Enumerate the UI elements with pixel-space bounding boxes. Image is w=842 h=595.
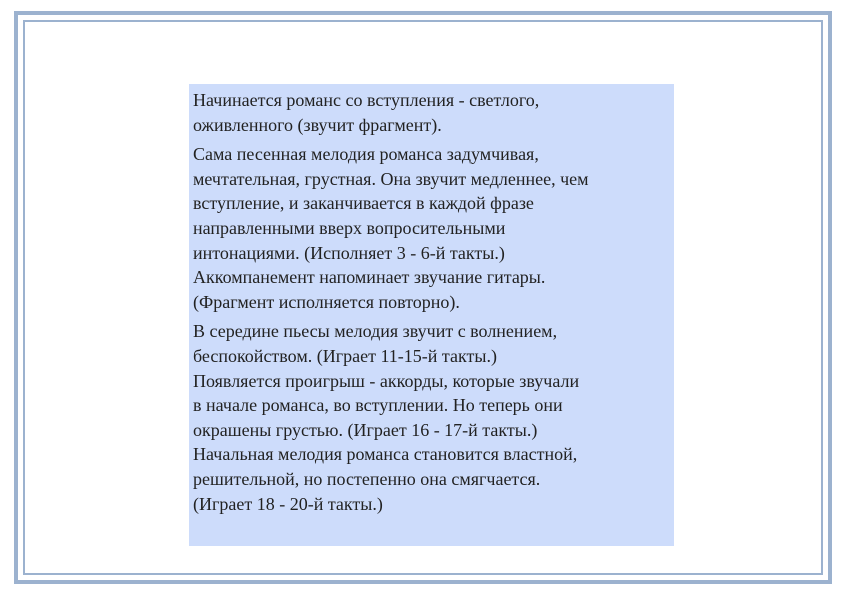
paragraph-intro (193, 88, 674, 137)
text-line: в начале романса, во вступлении. Но теперь они (193, 395, 563, 416)
text-line: решительной, но постепенно она смягчается. (193, 468, 541, 489)
text-line: окрашены грустью. (Играет 16 - 17-й такты.) (193, 419, 538, 440)
text-line: (Фрагмент исполняется повторно). (193, 291, 460, 312)
text-line: (Играет 18 - 20-й такты.) (193, 493, 383, 514)
text-line: Начальная мелодия романса становится властной, (193, 444, 578, 465)
text-line: Сама песенная мелодия романса задумчивая, (193, 144, 539, 165)
text-line: Появляется проигрыш - аккорды, которые звучали (193, 370, 580, 391)
text-line: направленными вверх вопросительными (193, 217, 506, 238)
text-line: Аккомпанемент напоминает звучание гитары. (193, 267, 546, 288)
text-line: интонациями. (Исполняет 3 - 6-й такты.) (193, 242, 505, 263)
paragraph-melody (193, 142, 674, 314)
text-line: Начинается романс со вступления - светлого, (193, 90, 540, 110)
text-line: оживленного (звучит фрагмент). (193, 114, 442, 135)
text-line: беспокойством. (Играет 11-15-й такты.) (193, 345, 497, 366)
text-box (189, 84, 674, 546)
text-line: В середине пьесы мелодия звучит с волнением, (193, 321, 558, 342)
text-line: мечтательная, грустная. Она звучит медленнее, чем (193, 168, 589, 189)
text-line: вступление, и заканчивается в каждой фразе (193, 193, 534, 214)
paragraph-middle (193, 319, 674, 516)
